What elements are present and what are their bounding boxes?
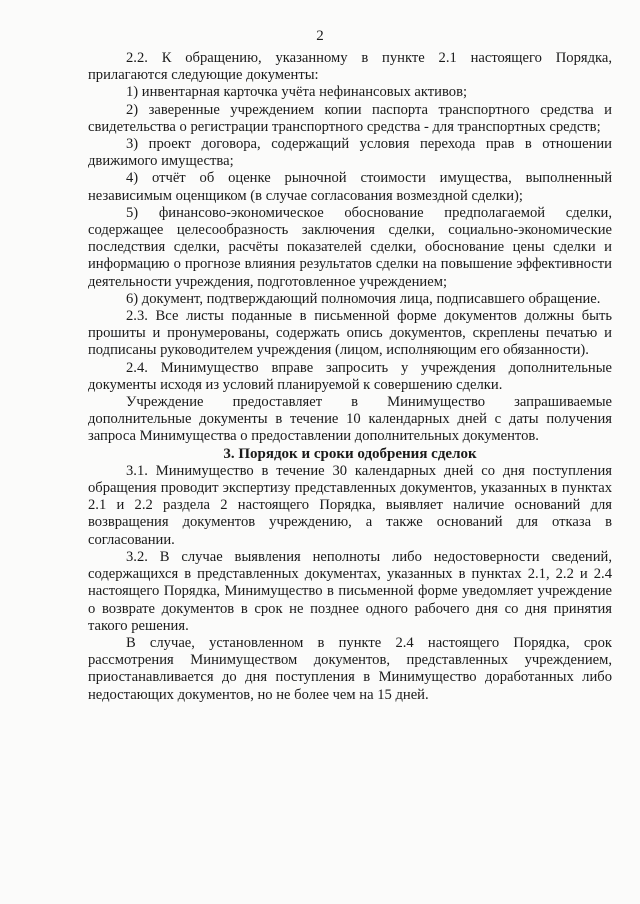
paragraph-3-1: 3.1. Минимущество в течение 30 календарных дней со дня поступления обращения проводит экспертизу представленных документов, указанных в пунктах 2.1 и 2.2 раздела 2 настоящего Порядка, выявляет наличие оснований для возвращения документов учреждению, а также оснований для отказа в согласовании.	[88, 462, 612, 548]
paragraph-3-2: 3.2. В случае выявления неполноты либо недостоверности сведений, содержащихся в представленных документах, указанных в пунктах 2.1, 2.2 и 2.4 настоящего Порядка, Минимущество в письменной форме уведомляет учреждение о возврате документов в срок не позднее одного рабочего дня со дня принятия такого решения.	[88, 548, 612, 634]
list-item-5: 5) финансово-экономическое обоснование предполагаемой сделки, содержащее целесообразность заключения сделки, социально-экономические последствия сделки, расчёты показателей сделки, обоснование цены сделки и информацию о прогнозе влияния результатов сделки на повышение эффективности деятельности учреждения, подготовленное учреждением;	[88, 204, 612, 290]
paragraph-2-4: 2.4. Минимущество вправе запросить у учреждения дополнительные документы исходя из условий планируемой к совершению сделки.	[88, 359, 612, 393]
list-item-4: 4) отчёт об оценке рыночной стоимости имущества, выполненный независимым оценщиком (в случае согласования возмездной сделки);	[88, 170, 612, 204]
paragraph-3-2-continued: В случае, установленном в пункте 2.4 настоящего Порядка, срок рассмотрения Минимуществом документов, представленных учреждением, приостанавливается до дня поступления в Минимущество доработанных либо недостающих документов, но не более чем на 15 дней.	[88, 634, 612, 703]
section-heading: 3. Порядок и сроки одобрения сделок	[223, 445, 477, 462]
paragraph-2-2: 2.2. К обращению, указанному в пункте 2.1 настоящего Порядка, прилагаются следующие документы:	[88, 50, 612, 84]
list-item-2: 2) заверенные учреждением копии паспорта транспортного средства и свидетельства о регистрации транспортного средства - для транспортных средств;	[88, 101, 612, 135]
paragraph-2-4-continued: Учреждение предоставляет в Минимущество запрашиваемые дополнительные документы в течение 10 календарных дней с даты получения запроса Минимущества о предоставлении дополнительных документов.	[88, 394, 612, 445]
document-body	[88, 50, 612, 704]
list-item-1: 1) инвентарная карточка учёта нефинансовых активов;	[126, 84, 468, 101]
page-number: 2	[316, 28, 324, 44]
list-item-3: 3) проект договора, содержащий условия перехода прав в отношении движимого имущества;	[88, 136, 612, 170]
paragraph-2-3: 2.3. Все листы поданные в письменной форме документов должны быть прошиты и пронумерованы, содержать опись документов, скреплены печатью и подписаны руководителем учреждения (лицом, исполняющим его обязанности).	[88, 308, 612, 359]
list-item-6: 6) документ, подтверждающий полномочия лица, подписавшего обращение.	[126, 290, 601, 307]
